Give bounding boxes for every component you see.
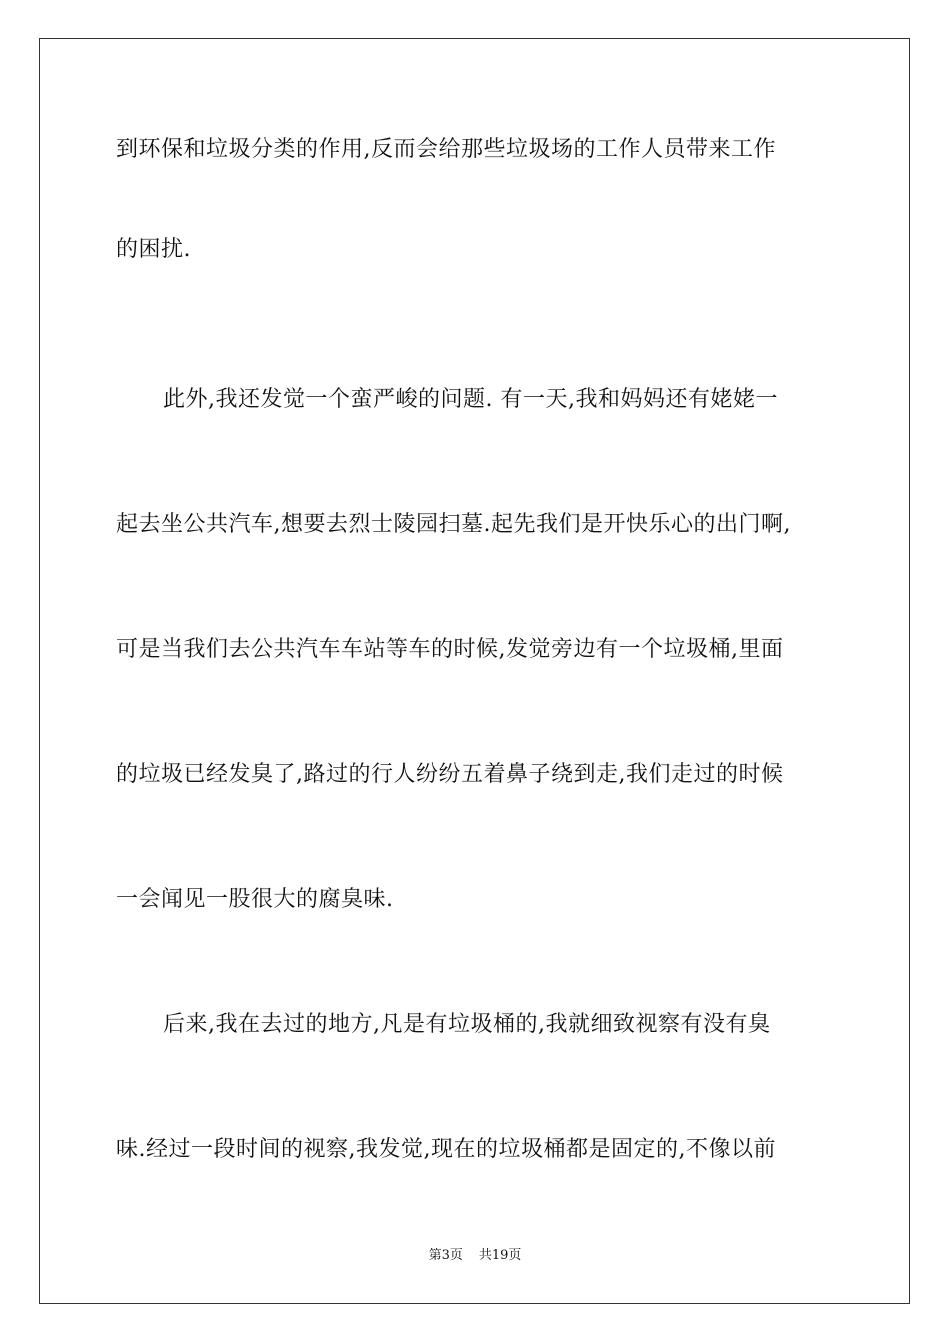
page-total: 共19页 <box>478 1248 522 1263</box>
page-footer <box>0 1248 950 1264</box>
text-line: 起去坐公共汽车,想要去烈士陵园扫墓.起先我们是开快乐心的出门啊, <box>116 512 791 537</box>
text-line: 味.经过一段时间的视察,我发觉,现在的垃圾桶都是固定的,不像以前 <box>116 1137 776 1162</box>
text-line: 一会闻见一股很大的腐臭味. <box>116 887 394 912</box>
page-border <box>39 38 910 1304</box>
paragraph-start-line: 后来,我在去过的地方,凡是有垃圾桶的,我就细致视察有没有臭 <box>163 1012 771 1037</box>
page-number: 第3页 <box>428 1248 463 1263</box>
text-line: 的困扰. <box>116 237 191 262</box>
paragraph-start-line: 此外,我还发觉一个蛮严峻的问题. 有一天,我和妈妈还有姥姥一 <box>163 387 778 412</box>
text-line: 的垃圾已经发臭了,路过的行人纷纷五着鼻子绕到走,我们走过的时候 <box>116 762 784 787</box>
text-line: 到环保和垃圾分类的作用,反而会给那些垃圾场的工作人员带来工作 <box>116 137 776 162</box>
text-line: 可是当我们去公共汽车车站等车的时候,发觉旁边有一个垃圾桶,里面 <box>116 637 784 662</box>
